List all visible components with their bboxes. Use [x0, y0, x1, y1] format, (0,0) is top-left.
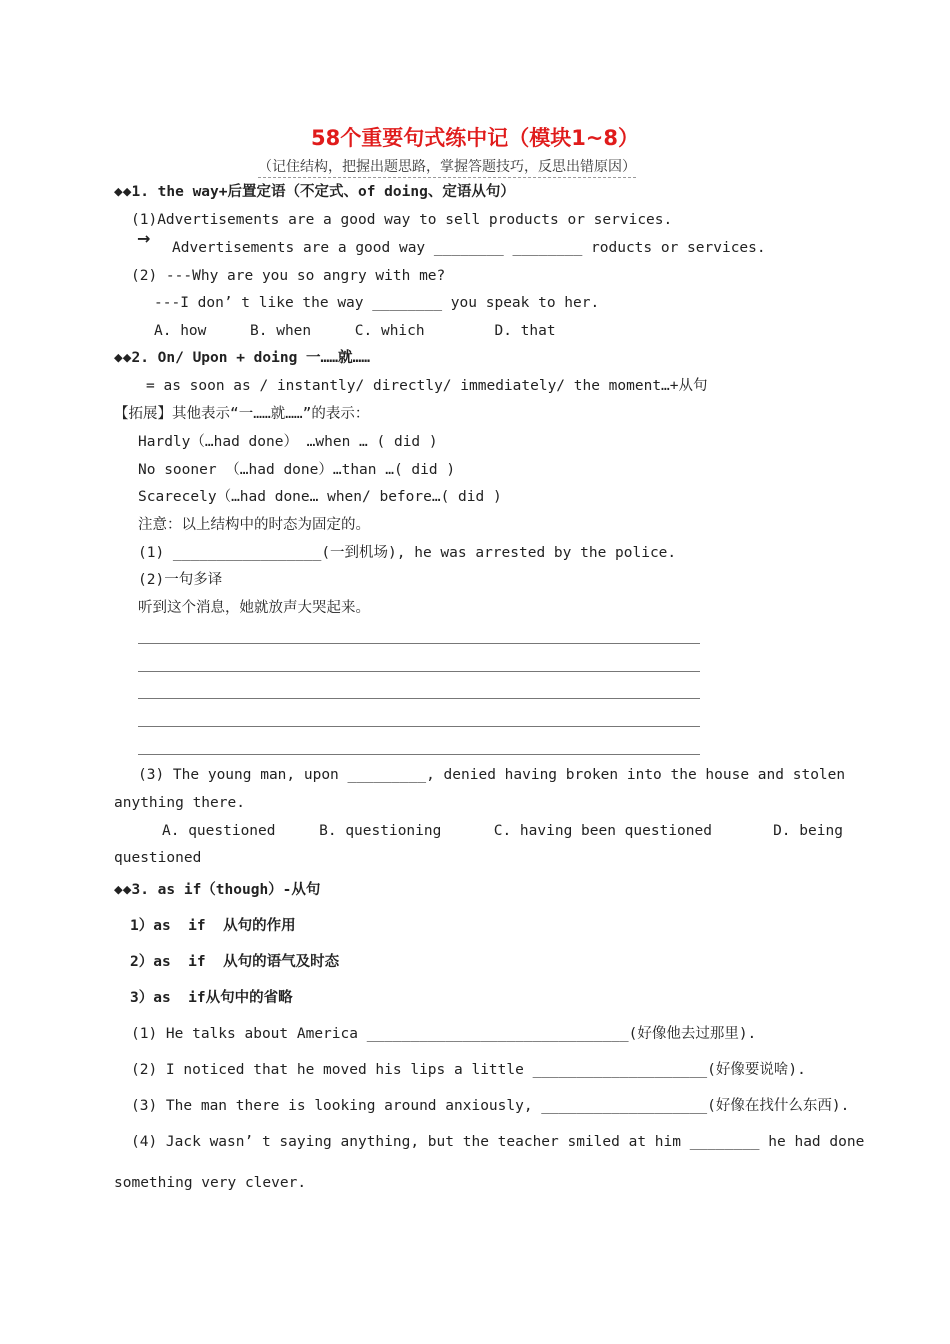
section-2-heading: ◆◆2. On/ Upon + doing 一……就……: [114, 350, 370, 366]
s3-sub-2: 2）as if 从句的语气及时态: [130, 954, 340, 970]
section-1-heading: ◆◆1. the way+后置定语（不定式、of doing、定语从句）: [114, 184, 515, 200]
s2-no-sooner: No sooner （…had done）…than …( did ): [138, 462, 456, 478]
s2-options-cont: questioned: [114, 850, 202, 866]
s2-scarcely: Scarecely（…had done… when/ before…( did ): [138, 489, 502, 505]
s2-question-3: (3) The young man, upon _________, denied having broken into the house and stolen: [138, 767, 846, 783]
answer-line[interactable]: [138, 698, 700, 699]
answer-line[interactable]: [138, 671, 700, 672]
section-3-heading: ◆◆3. as if（though）-从句: [114, 882, 321, 898]
s1-options: A. how B. when C. which D. that: [154, 323, 556, 339]
s1-line-3: (2) ---Why are you so angry with me?: [131, 268, 446, 284]
s3-sub-3: 3）as if从句中的省略: [130, 990, 293, 1006]
s1-line-4: ---I don’ t like the way ________ you speak to her.: [154, 295, 600, 311]
s2-question-3-cont: anything there.: [114, 795, 245, 811]
s2-note: 注意：以上结构中的时态为固定的。: [138, 517, 370, 533]
answer-line[interactable]: [138, 754, 700, 755]
s1-line-2: Advertisements are a good way ________ ________ roducts or services.: [172, 240, 766, 256]
s2-options: A. questioned B. questioning C. having been questioned D. being: [162, 823, 843, 839]
answer-line[interactable]: [138, 726, 700, 727]
s3-question-3: (3) The man there is looking around anxiously, ___________________(好像在找什么东西).: [131, 1098, 850, 1114]
s3-question-4-cont: something very clever.: [114, 1175, 307, 1191]
s2-translate-prompt: 听到这个消息，她就放声大哭起来。: [138, 600, 370, 616]
s2-question-2: (2)一句多译: [138, 572, 223, 588]
s3-question-2: (2) I noticed that he moved his lips a little ____________________(好像要说啥).: [131, 1062, 806, 1078]
s2-question-1: (1) _________________(一到机场), he was arrested by the police.: [138, 545, 677, 561]
s3-sub-1: 1）as if 从句的作用: [130, 918, 296, 934]
s2-hardly: Hardly（…had done） …when … ( did ): [138, 434, 438, 450]
s3-question-1: (1) He talks about America ______________________________(好像他去过那里).: [131, 1026, 757, 1042]
s1-line-1: (1)Advertisements are a good way to sell products or services.: [131, 212, 673, 228]
s3-question-4: (4) Jack wasn’ t saying anything, but the teacher smiled at him ________ he had done: [131, 1134, 865, 1150]
arrow-right-icon: →: [137, 229, 151, 248]
answer-line[interactable]: [138, 643, 700, 644]
s2-extension: 【拓展】其他表示“一……就……”的表示：: [114, 406, 370, 422]
s2-line-1: = as soon as / instantly/ directly/ immediately/ the moment…+从句: [146, 378, 708, 394]
page-title: 58个重要句式练中记（模块1~8）: [310, 126, 640, 150]
page-subtitle: （记住结构，把握出题思路，掌握答题技巧，反思出错原因）: [258, 156, 636, 178]
